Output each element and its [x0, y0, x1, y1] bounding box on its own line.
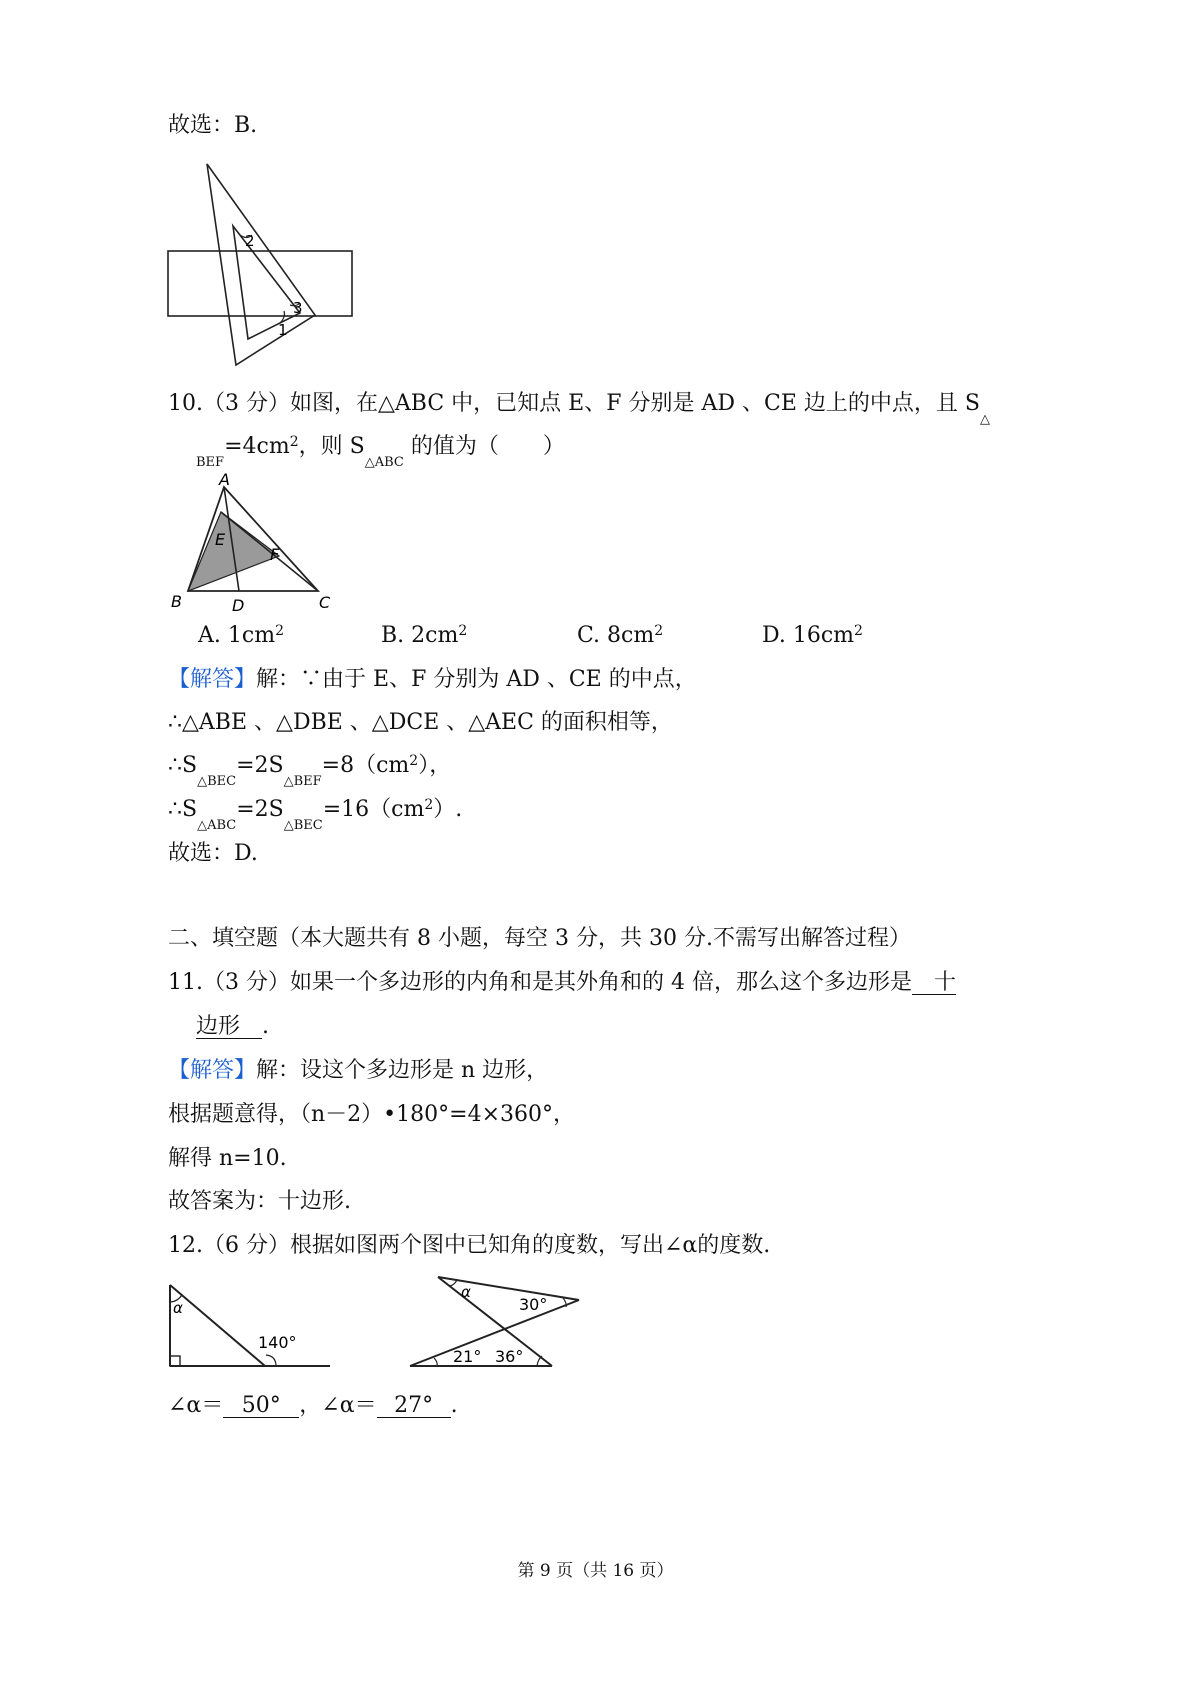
q10-stem-line2: $_{BEF}=4cm^2$，则 $S_{\triangle ABC}$ 的值为（ ） [196, 434, 565, 470]
point-d-label: D [232, 596, 245, 615]
prev-conclusion: 故选：B. [168, 113, 258, 138]
q11-answer-blank-part1: 十 [912, 972, 956, 995]
q10-option-c: C. $8cm^2$ [577, 623, 664, 648]
q12-stem: 12.（6 分）根据如图两个图中已知角的度数，写出∠α的度数. [168, 1233, 771, 1258]
angle-21-label: 21° [453, 1347, 482, 1366]
q12-left-figure [160, 1280, 340, 1375]
angle-36-label: 36° [495, 1347, 524, 1366]
q9-figure [160, 155, 370, 375]
q11-solution-line3: 解得 n=10. [168, 1146, 287, 1171]
point-f-label: F [270, 545, 280, 564]
q11-conclusion: 故答案为：十边形. [168, 1189, 351, 1214]
q10-solution-line1: 【解答】解：∵由于 E、F 分别为 AD 、CE 的中点， [168, 667, 697, 692]
q11-solution-line1: 【解答】解：设这个多边形是 n 边形， [168, 1058, 549, 1083]
q12-answer-blank-2: 27° [377, 1395, 451, 1418]
angle-30-label: 30° [519, 1295, 548, 1314]
q10-option-a: A. $1cm^2$ [198, 623, 284, 648]
q12-right-figure [400, 1272, 590, 1377]
q10-solution-line4: $\therefore S_{\triangle ABC}=2S_{\triangle BEC}=16(cm^2)$. [168, 797, 463, 833]
point-e-label: E [215, 530, 226, 549]
q11-answer-blank-part2: 边形 [196, 1016, 262, 1039]
q10-option-b: B. $2cm^2$ [381, 623, 468, 648]
q11-stem-line2: 边形 . [196, 1014, 269, 1039]
answer-tag: 【解答】 [168, 1058, 257, 1083]
point-b-label: B [171, 592, 182, 611]
section-title: 二、填空题（本大题共有 8 小题，每空 3 分，共 30 分.不需写出解答过程） [168, 926, 911, 951]
alpha-label: α [173, 1299, 183, 1317]
point-a-label: A [219, 470, 230, 489]
q10-conclusion: 故选：D. [168, 841, 258, 866]
point-c-label: C [319, 593, 331, 612]
q11-stem-line1: 11.（3 分）如果一个多边形的内角和是其外角和的 4 倍，那么这个多边形是 十 [168, 970, 956, 995]
q10-solution-line2: ∴△ABE 、△DBE 、△DCE 、△AEC 的面积相等， [168, 710, 673, 735]
alpha-label: α [461, 1283, 471, 1301]
page-footer: 第 9 页（共 16 页） [517, 1561, 674, 1581]
q10-solution-line3: $\therefore S_{\triangle BEC}=2S_{\triangle BEF}=8(cm^2)$， [168, 753, 452, 789]
answer-tag: 【解答】 [168, 667, 257, 692]
q10-option-d: D. $16cm^2$ [762, 623, 863, 648]
angle-3-label: 3 [293, 299, 303, 317]
q10-stem-line1: 10.（3 分）如图，在△ABC 中，已知点 E、F 分别是 AD 、CE 边上的中点，且 $S_\triangle$ [168, 391, 990, 427]
q11-solution-line2: 根据题意得，（n－2）•180°=4×360°， [168, 1102, 575, 1127]
angle-140-label: 140° [258, 1333, 297, 1352]
angle-2-label: 2 [245, 232, 255, 250]
q10-triangle-figure [165, 470, 345, 615]
q12-answer-blank-1: 50° [223, 1395, 299, 1418]
angle-1-label: 1 [278, 321, 288, 339]
q12-answer-line: ∠α＝ 50° ，∠α＝ 27° . [168, 1393, 458, 1418]
